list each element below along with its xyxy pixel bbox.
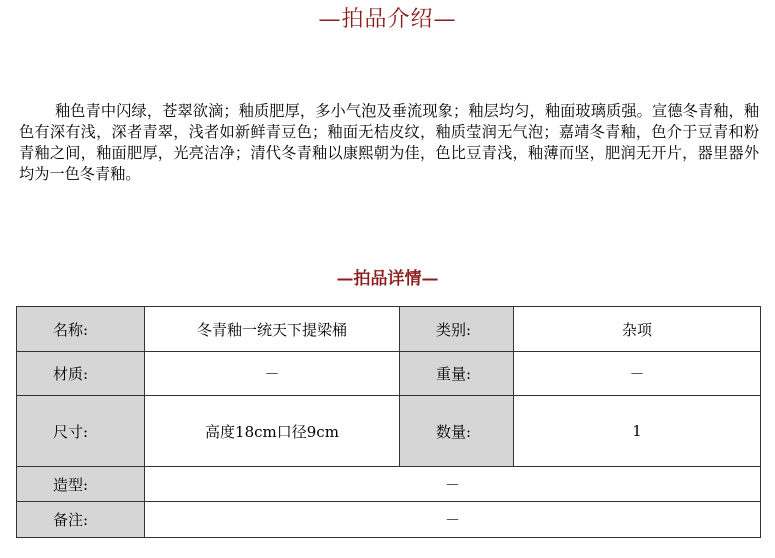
quantity-value: 1 — [514, 396, 761, 467]
intro-section-title: —拍品介绍— — [318, 7, 457, 32]
table-row — [17, 307, 761, 352]
shape-label: 造型: — [17, 467, 145, 502]
intro-paragraph: 釉色青中闪绿，苍翠欲滴；釉质肥厚，多小气泡及垂流现象；釉层均匀，釉面玻璃质强。宣德冬青釉，釉色有深有浅，深者青翠，浅者如新鲜青豆色；釉面无桔皮纹，釉质莹润无气泡；嘉靖冬青釉，色介于豆青和粉青釉之间，釉面肥厚，光亮洁净；清代冬青釉以康熙朝为佳，色比豆青浅，釉薄而坚，肥润无开片，器里器外均为一色冬青釉。 — [19, 102, 759, 183]
remarks-value: － — [145, 502, 761, 538]
shape-value: － — [145, 467, 761, 502]
name-label: 名称: — [17, 307, 145, 352]
table-row — [17, 502, 761, 538]
name-value: 冬青釉一统天下提梁桶 — [145, 307, 400, 352]
size-value: 高度18cm口径9cm — [145, 396, 400, 467]
remarks-label: 备注: — [17, 502, 145, 538]
table-row — [17, 396, 761, 467]
weight-value: － — [514, 352, 761, 396]
category-value: 杂项 — [514, 307, 761, 352]
table-row — [17, 467, 761, 502]
material-value: － — [145, 352, 400, 396]
table-row — [17, 352, 761, 396]
size-label: 尺寸: — [17, 396, 145, 467]
material-label: 材质: — [17, 352, 145, 396]
weight-label: 重量: — [400, 352, 514, 396]
quantity-label: 数量: — [400, 396, 514, 467]
details-section-title: —拍品详情— — [336, 269, 439, 289]
details-table — [16, 306, 761, 538]
category-label: 类别: — [400, 307, 514, 352]
